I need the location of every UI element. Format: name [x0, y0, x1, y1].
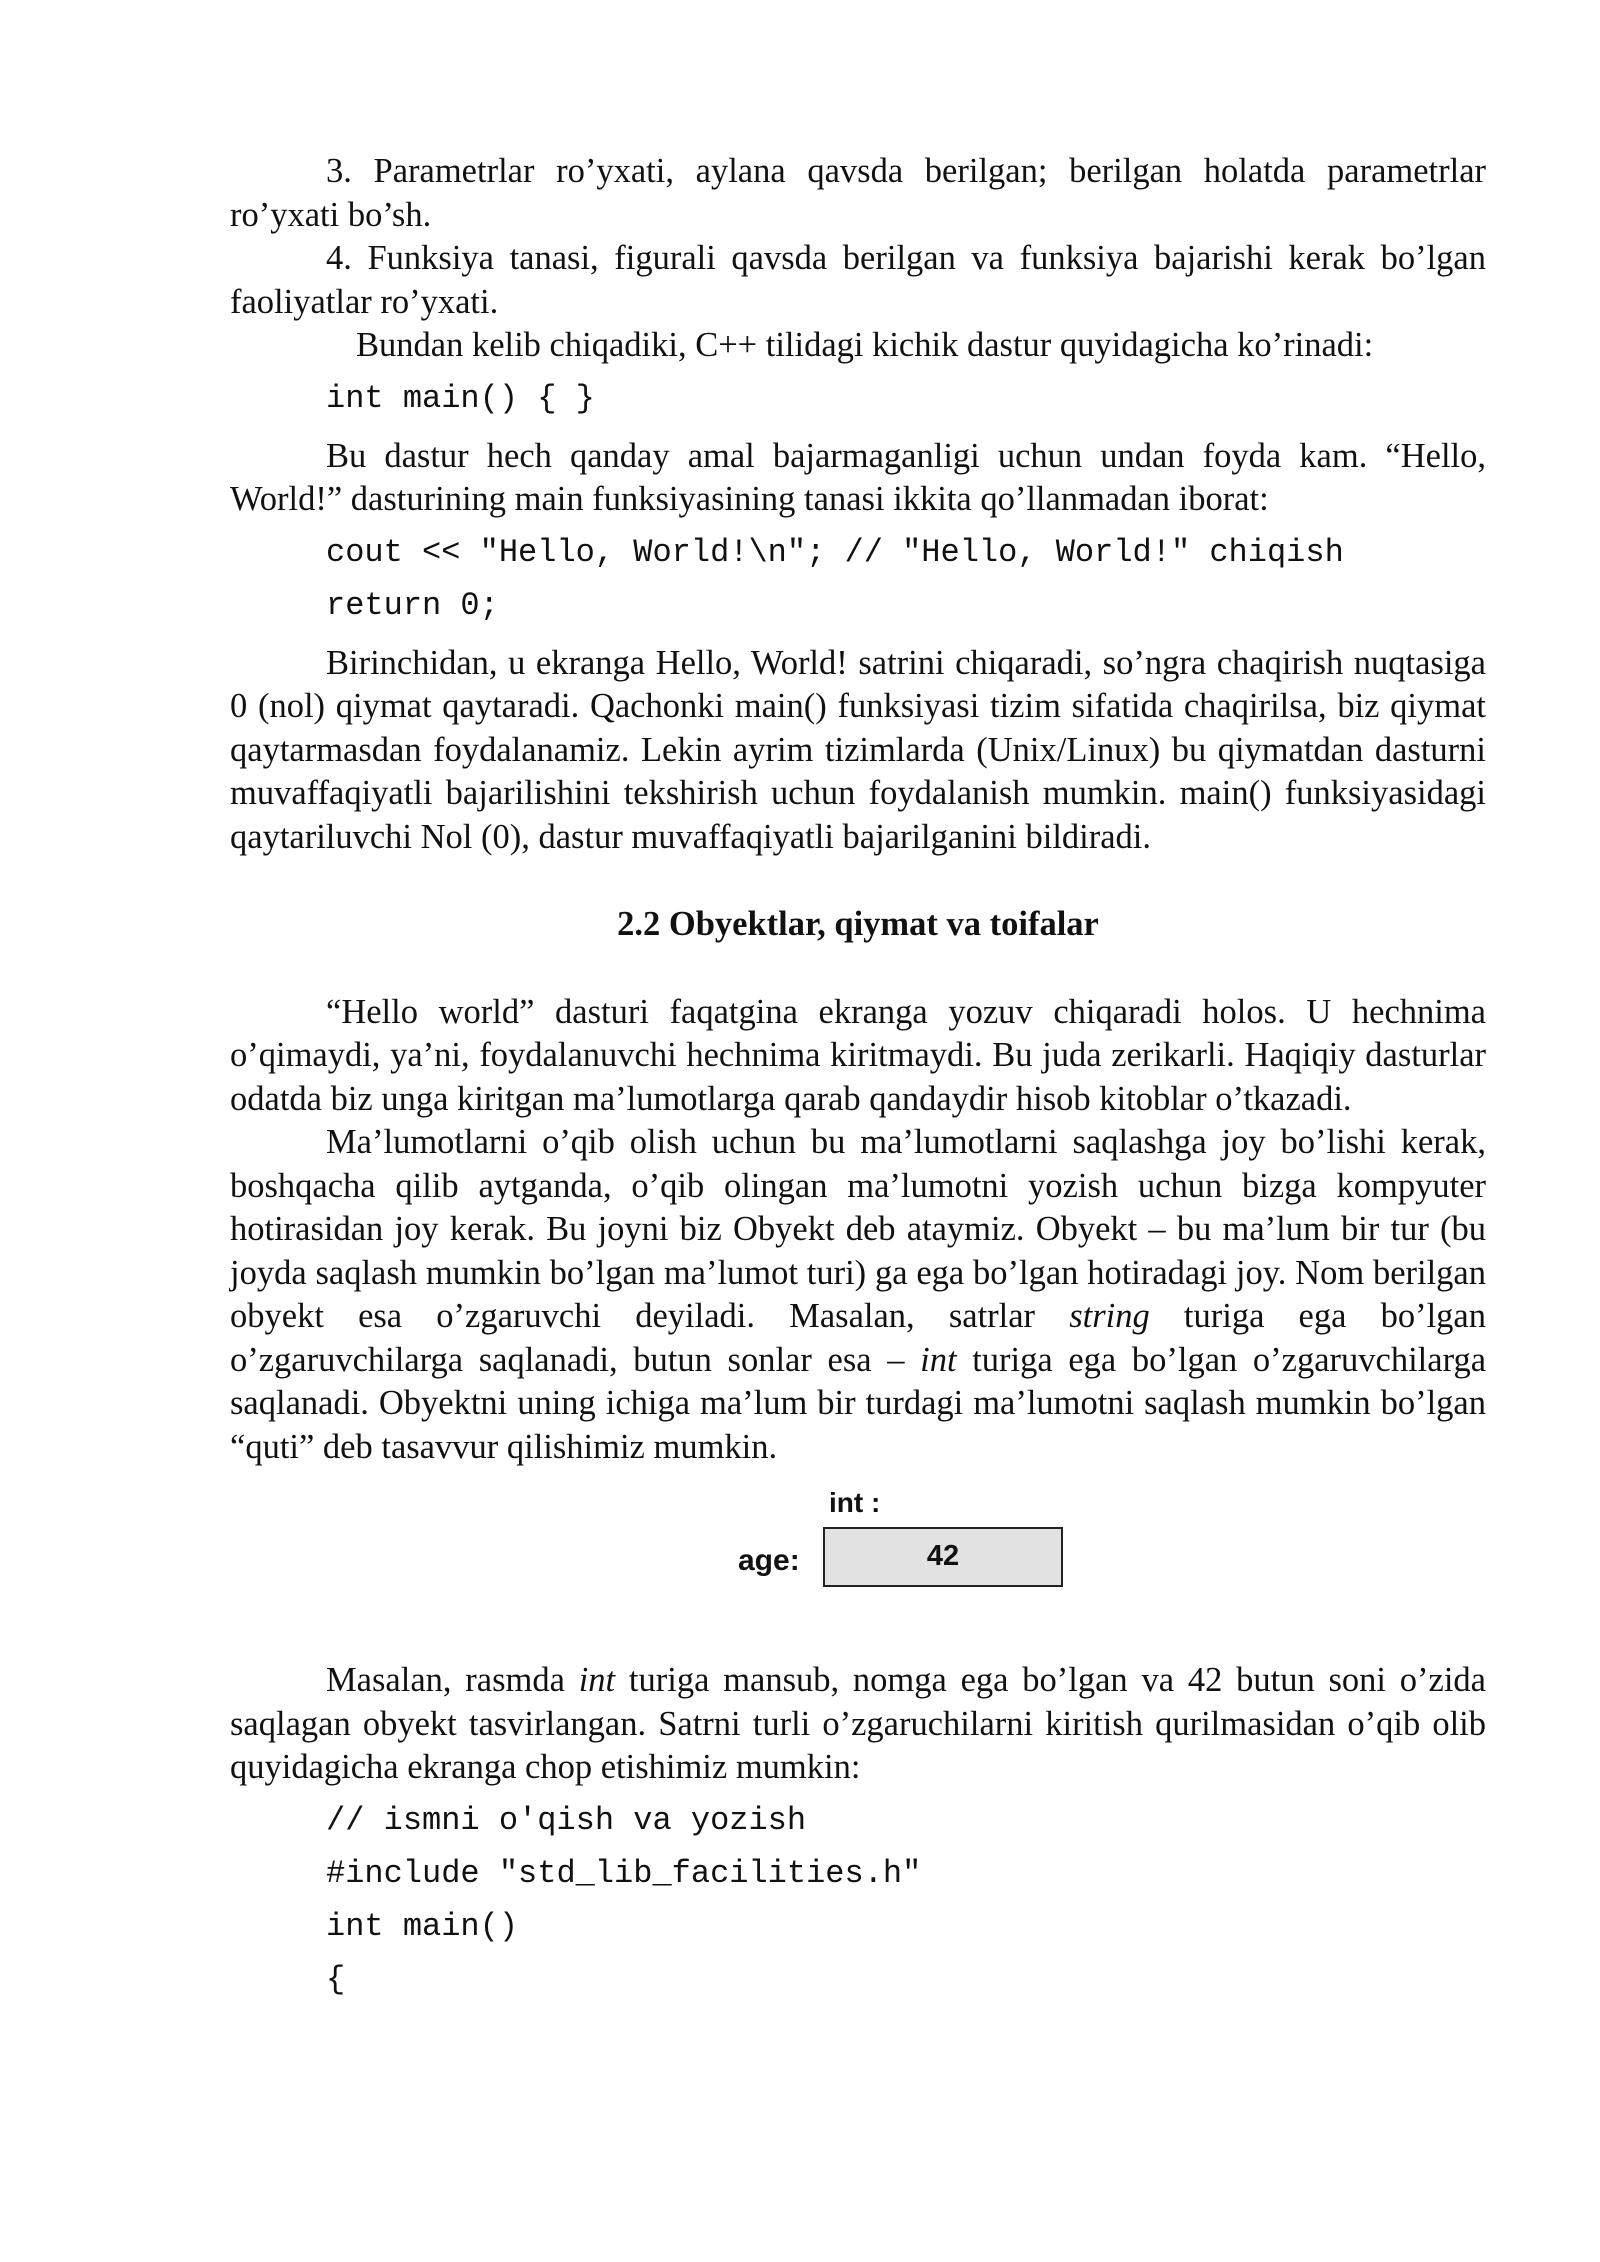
- paragraph-2: Birinchidan, u ekranga Hello, World! satrini chiqaradi, so’ngra chaqirish nuqtasiga 0 (nol) qiymat qaytaradi. Qachonki main() funksiyasi tizim sifatida chaqirilsa, biz qiymat qaytarmasdan foydalanamiz. Lekin ayrim tizimlarda (Unix/Linux) bu qiymatdan dasturni muvaffaqiyatli bajarilishini tekshirish uchun foydalanish mumkin. main() funksiyasidagi qaytariluvchi Nol (0), dastur muvaffaqiyatli bajarilganini bildiradi.: [230, 643, 1486, 856]
- code-block-3: [230, 1794, 1486, 2006]
- figure-value-box: [823, 1527, 1063, 1587]
- paragraph-4-em-int: int: [920, 1340, 957, 1379]
- object-figure: [230, 1481, 1486, 1629]
- paragraph-4-text-b: turiga ega bo’lgan o’zgaruvchilarga saqlanadi, butun sonlar esa –: [230, 1297, 1486, 1379]
- paragraph-3: “Hello world” dasturi faqatgina ekranga yozuv chiqaradi holos. U hechnima o’qimaydi, ya’ni, foydalanuvchi hechnima kiritmaydi. Bu juda zerikarli. Haqiqiy dasturlar odatda biz unga kiritgan ma’lumotlarga qarab qandaydir hisob kitoblar o’tkazadi.: [230, 992, 1486, 1118]
- list-item-4: 4. Funksiya tanasi, figurali qavsda berilgan va funksiya bajarishi kerak bo’lgan faoliyatlar ro’yxati.: [230, 239, 1486, 321]
- code-line: // ismni o'qish va yozish: [326, 1801, 807, 1839]
- intro-line: Bundan kelib chiqadiki, C++ tilidagi kichik dastur quyidagicha ko’rinadi:: [356, 326, 1374, 364]
- figure-type-label: int :: [829, 1487, 881, 1518]
- paragraph-4-text-a: Ma’lumotlarni o’qib olish uchun bu ma’lumotlarni saqlashga joy bo’lishi kerak, boshqacha qilib aytganda, o’qib olingan ma’lumotni yozish uchun bizga kompyuter hotirasidan joy kerak. Bu joyni biz Obyekt deb ataymiz. Obyekt – bu ma’lum bir tur (bu joyda saqlash mumkin bo’lgan ma’lumot turi) ga ega bo’lgan hotiradagi joy. Nom berilgan obyekt esa o’zgaruvchi deyiladi. Masalan, satrlar: [230, 1123, 1486, 1335]
- paragraph-4-em-string: string: [1069, 1297, 1150, 1335]
- code-line: cout << "Hello, World!\n"; // "Hello, World!" chiqish: [326, 533, 1344, 571]
- figure-value: 42: [926, 1540, 960, 1573]
- list-item-3: 3. Parametrlar ro’yxati, aylana qavsda berilgan; berilgan holatda parametrlar ro’yxati bo’sh.: [230, 152, 1486, 234]
- code-line: return 0;: [326, 586, 499, 624]
- code-block-2: [230, 526, 1486, 632]
- section-heading: 2.2 Obyektlar, qiymat va toifalar: [617, 905, 1099, 943]
- paragraph-4-text-c: turiga ega bo’lgan o’zgaruvchilarga saqlanadi. Obyektni uning ichiga ma’lum bir turdagi ma’lumotni saqlash mumkin bo’lgan “quti” deb tasavvur qilishimiz mumkin.: [230, 1340, 1487, 1466]
- figure-name-label: age:: [738, 1544, 800, 1577]
- code-line: int main(): [326, 1907, 519, 1945]
- paragraph-5: [230, 1659, 1486, 1790]
- code-line: {: [326, 1960, 346, 1998]
- document-page: [230, 150, 1486, 2016]
- code-line: #include "std_lib_facilities.h": [326, 1854, 922, 1892]
- code-block-1: [230, 372, 1486, 425]
- paragraph-1: Bu dastur hech qanday amal bajarmaganligi uchun undan foyda kam. “Hello, World!” dasturining main funksiyasining tanasi ikkita qo’llanmadan iborat:: [230, 436, 1486, 518]
- paragraph-4: [230, 1121, 1486, 1469]
- paragraph-5-text-a: Masalan, rasmda: [326, 1661, 579, 1699]
- code-line: int main() { }: [326, 379, 595, 417]
- paragraph-5-em-int: int: [578, 1661, 616, 1699]
- paragraph-5-text-b: turiga mansub, nomga ega bo’lgan va 42 butun soni o’zida saqlagan obyekt tasvirlangan. Satrni turli o’zgaruchilarni kiritish qurilmasidan o’qib olib quyidagicha ekranga chop etishimiz mumkin:: [230, 1661, 1486, 1786]
